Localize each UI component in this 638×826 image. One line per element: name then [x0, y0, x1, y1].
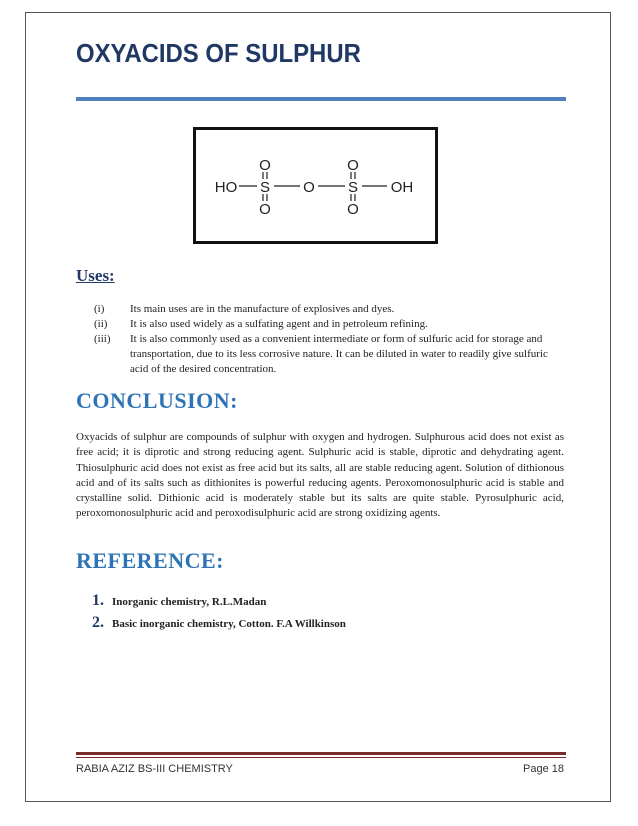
reference-text: Inorganic chemistry, R.L.Madan: [112, 596, 267, 608]
reference-number: 2.: [92, 614, 104, 631]
ho-group-label: HO: [214, 179, 238, 196]
uses-heading: Uses:: [76, 266, 115, 285]
list-item-text: It is also commonly used as a convenient intermediate or form of sulfuric acid for storage and transportation, due to its less corrosive nature. It can be diluted in water to readily give sulfuric acid of the desired concentration.: [130, 333, 548, 375]
bridge-oxygen: O: [303, 179, 315, 196]
list-item-text: It is also used widely as a sulfating agent and in petroleum refining.: [130, 318, 428, 330]
reference-heading: REFERENCE:: [76, 548, 225, 573]
list-item-text: Its main uses are in the manufacture of explosives and dyes.: [130, 303, 395, 315]
oxygen-top-2: O: [347, 157, 359, 174]
title-underline-rule: [76, 97, 566, 101]
conclusion-heading: CONCLUSION:: [76, 388, 238, 413]
footer-author: RABIA AZIZ BS-III CHEMISTRY: [76, 763, 233, 775]
reference-list: [92, 592, 346, 636]
sulfur-atom-2: S: [347, 179, 359, 196]
pyrosulphuric-acid-structure: [196, 130, 435, 241]
oh-group-label: OH: [390, 179, 414, 196]
footer-rule-thin: [76, 757, 566, 758]
footer-page-number: Page 18: [523, 763, 564, 775]
list-item: [94, 302, 564, 317]
reference-item: [92, 592, 346, 614]
footer-rule-thick: [76, 752, 566, 755]
list-item: [94, 317, 564, 332]
list-item: [94, 332, 564, 377]
list-item-number: (iii): [94, 333, 111, 345]
reference-number: 1.: [92, 592, 104, 609]
chemical-structure-diagram: [193, 127, 438, 244]
reference-text: Basic inorganic chemistry, Cotton. F.A Willkinson: [112, 618, 346, 630]
uses-list: [94, 302, 564, 377]
list-item-number: (ii): [94, 318, 108, 330]
page-title: OXYACIDS OF SULPHUR: [76, 38, 361, 68]
oxygen-bottom-2: O: [347, 201, 359, 218]
oxygen-bottom-1: O: [259, 201, 271, 218]
sulfur-atom-1: S: [259, 179, 271, 196]
list-item-number: (i): [94, 303, 105, 315]
oxygen-top-1: O: [259, 157, 271, 174]
conclusion-paragraph: Oxyacids of sulphur are compounds of sulphur with oxygen and hydrogen. Sulphurous acid does not exist as free acid; it is diprotic and strong reducing agent. Sulphuric acid is stable, diprotic and dehydrating agent. Thiosulphuric acid does not exist as free acid but its salts, all are stable reducing agent. Solution of dithionous acid and of its salts such as dithionites is powerful reducing agents. Peroxomonosulphuric acid is stable and crystalline solid. Dithionic acid is moderately stable but its salts are quite stable. Pyrosulphuric acid, peroxomonosulphuric acid and peroxodisulphuric acid are strong oxidizing agents.: [76, 431, 564, 520]
reference-item: [92, 614, 346, 636]
